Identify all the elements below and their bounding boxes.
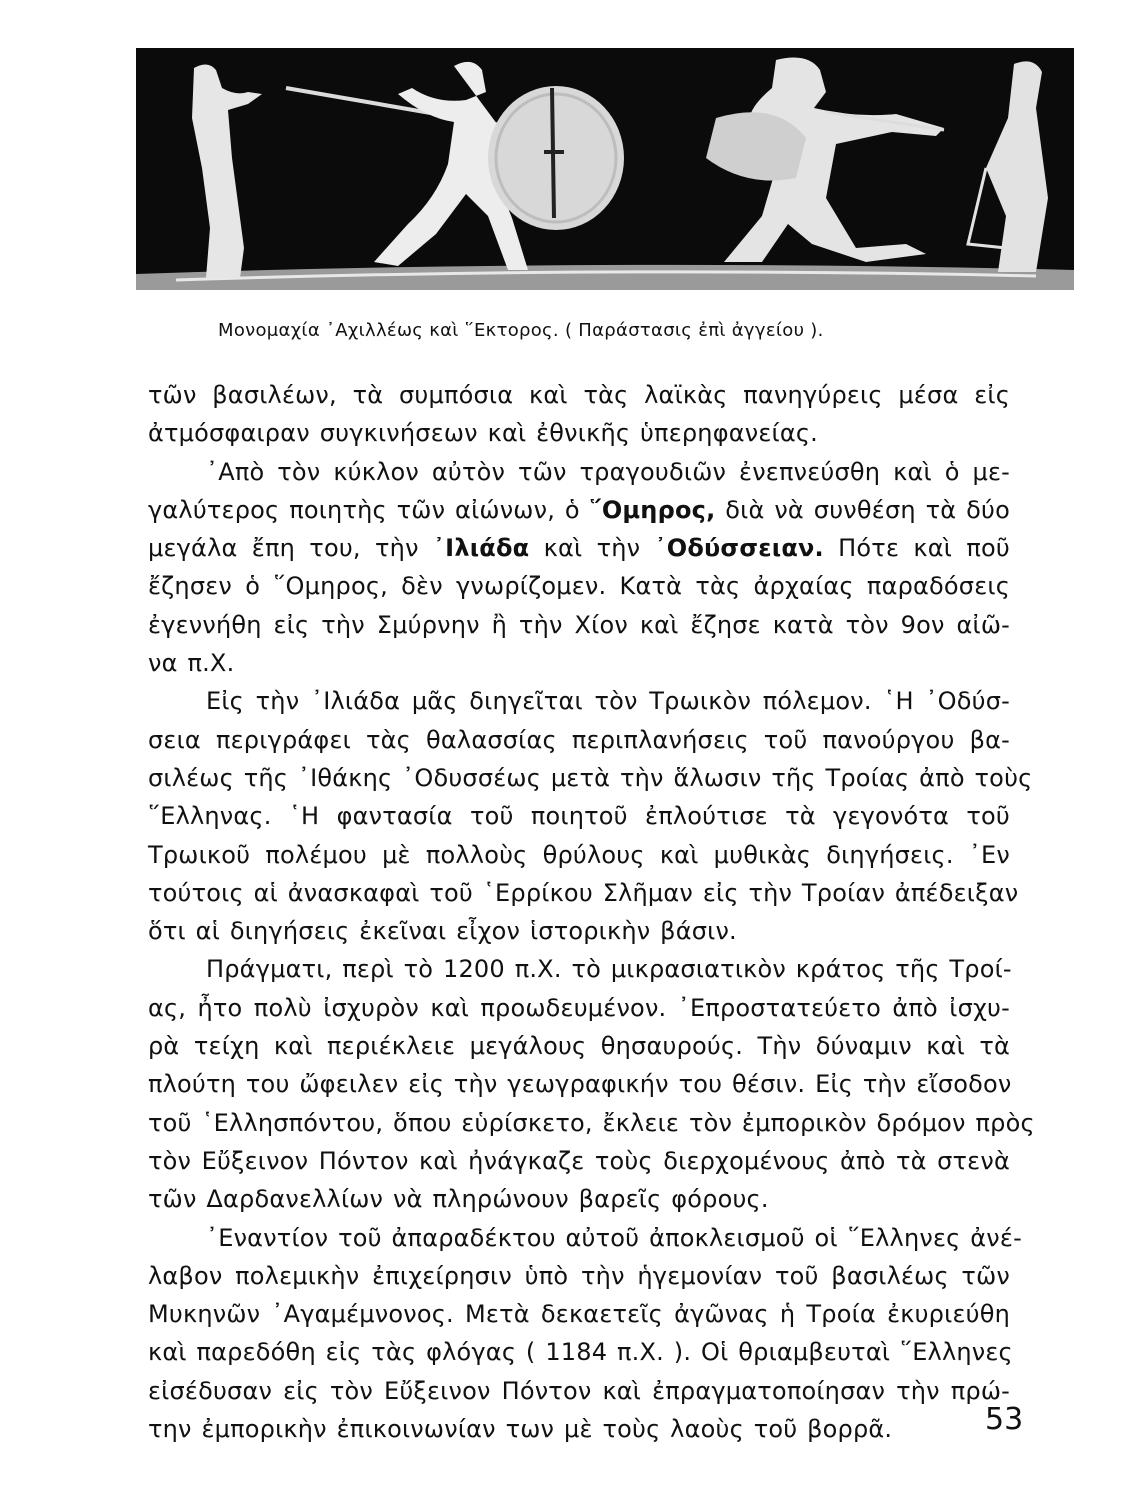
text-line: καὶ παρεδόθη εἰς τὰς φλόγας ( 1184 π.Χ. ). Οἱ θριαμβευταὶ ῞Ελληνες [148, 1338, 1013, 1367]
text-line: Μυκηνῶν ᾿Αγαμέμνονος. Μετὰ δεκαετεῖς ἀγῶνας ἡ Τροία ἐκυριεύθη [148, 1300, 1010, 1329]
body-text [148, 376, 1035, 1448]
text-fragment: Πότε καὶ ποῦ [823, 534, 1010, 563]
text-line: τῶν βασιλέων, τὰ συμπόσια καὶ τὰς λαϊκὰς πανηγύρεις μέσα εἰς [148, 381, 1010, 409]
bold-term: ᾿Οδύσσειαν. [654, 534, 824, 563]
text-line: Πράγματι, περὶ τὸ 1200 π.Χ. τὸ μικρασιατικὸν κράτος τῆς Τροί- [206, 955, 1012, 984]
text-line: τούτοις αἱ ἀνασκαφαὶ τοῦ ῾Ερρίκου Σλῆμαν εἰς τὴν Τροίαν ἀπέδειξαν [148, 878, 1019, 907]
text-line [148, 453, 1010, 491]
text-line: σεια περιγράφει τὰς θαλασσίας περιπλανήσεις τοῦ πανούργου βα- [148, 725, 1010, 754]
text-fragment: ᾿Απὸ τὸν κύκλον αὐτὸν τῶν τραγουδιῶν ἐνεπνεύσθη καὶ ὁ με- [206, 457, 1010, 486]
text-fragment: μεγάλα ἔπη του, τὴν [148, 534, 433, 563]
text-fragment: γαλύτερος ποιητὴς τῶν αἰώνων, ὁ [148, 495, 590, 524]
text-line: ρὰ τείχη καὶ περιέκλειε μεγάλους θησαυρούς. Τὴν δύναμιν καὶ τὰ [148, 1032, 1010, 1061]
text-line: τῶν Δαρδανελλίων νὰ πληρώνουν βαρεῖς φόρους. [148, 1185, 769, 1214]
text-line: τὸν Εὔξεινον Πόντον καὶ ἠνάγκαζε τοὺς διερχομένους ἀπὸ τὰ στενὰ [148, 1146, 1010, 1175]
text-line: Τρωικοῦ πολέμου μὲ πολλοὺς θρύλους καὶ μυθικὰς διηγήσεις. ᾿Εν [148, 840, 1010, 869]
vase-painting-image [136, 48, 1074, 290]
text-fragment: καὶ τὴν [529, 534, 655, 563]
text-line [148, 529, 1010, 567]
duel-illustration [136, 48, 1074, 290]
text-line: την ἐμπορικὴν ἐπικοινωνίαν των μὲ τοὺς λαοὺς τοῦ βορρᾶ. [148, 1415, 893, 1444]
text-line: ἔζησεν ὁ ῞Ομηρος, δὲν γνωρίζομεν. Κατὰ τὰς ἀρχαίας παραδόσεις [148, 572, 1010, 601]
text-line [148, 491, 1010, 529]
text-line: ας, ἦτο πολὺ ἰσχυρὸν καὶ προωδευμένον. ᾿Επροστατεύετο ἀπὸ ἰσχυ- [148, 993, 1010, 1022]
text-line: πλούτη του ὤφειλεν εἰς τὴν γεωγραφικήν του θέσιν. Εἰς τὴν εἴσοδον [148, 1070, 1012, 1099]
page-number: 53 [985, 1402, 1024, 1437]
text-line: Εἰς τὴν ᾿Ιλιάδα μᾶς διηγεῖται τὸν Τρωικὸν πόλεμον. ῾Η ᾿Οδύσ- [206, 687, 1010, 716]
text-line: ᾿Εναντίον τοῦ ἀπαραδέκτου αὐτοῦ ἀποκλεισμοῦ οἱ ῞Ελληνες ἀνέ- [206, 1223, 1022, 1252]
text-line: εἰσέδυσαν εἰς τὸν Εὔξεινον Πόντον καὶ ἐπραγματοποίησαν τὴν πρώ- [148, 1376, 1010, 1405]
text-line: λαβον πολεμικὴν ἐπιχείρησιν ὑπὸ τὴν ἡγεμονίαν τοῦ βασιλέως τῶν [148, 1261, 1010, 1290]
text-line: ὅτι αἱ διηγήσεις ἐκεῖναι εἶχον ἱστορικὴν βάσιν. [148, 917, 737, 946]
bold-term: ῞Ομηρος, [589, 495, 716, 524]
text-line: ἐγεννήθη εἰς τὴν Σμύρνην ἢ τὴν Χίον καὶ ἔζησε κατὰ τὸν 9ον αἰῶ- [148, 610, 1010, 639]
text-line: να π.Χ. [148, 649, 235, 678]
text-line: ἀτμόσφαιραν συγκινήσεων καὶ ἐθνικῆς ὑπερηφανείας. [148, 419, 819, 448]
text-line: ῞Ελληνας. ῾Η φαντασία τοῦ ποιητοῦ ἐπλούτισε τὰ γεγονότα τοῦ [148, 802, 1010, 831]
text-line: τοῦ ῾Ελλησπόντου, ὅπου εὑρίσκετο, ἔκλειε τὸν ἐμπορικὸν δρόμον πρὸς [148, 1108, 1035, 1137]
text-line: σιλέως τῆς ᾿Ιθάκης ᾿Οδυσσέως μετὰ τὴν ἅλωσιν τῆς Τροίας ἀπὸ τοὺς [148, 763, 1033, 792]
text-fragment: διὰ νὰ συνθέση τὰ δύο [715, 495, 1010, 524]
bold-term: ᾿Ιλιάδα [432, 534, 530, 563]
figure-caption: Μονομαχία ᾿Αχιλλέως καὶ ῞Εκτορος. ( Παράστασις ἐπὶ ἀγγείου ). [218, 320, 824, 341]
